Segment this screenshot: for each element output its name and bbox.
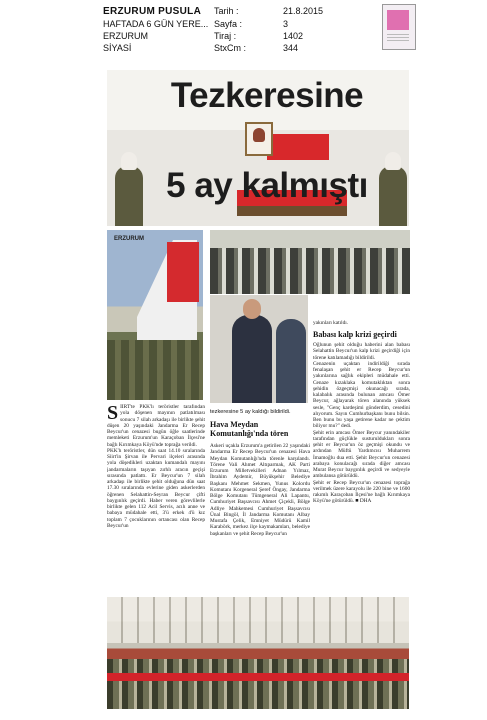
col2-subheading: Hava Meydan Komutanlığı'nda tören xyxy=(210,420,289,438)
area-value: 344 xyxy=(283,43,299,53)
headline-line-2: 5 ay kalmıştı xyxy=(166,166,368,205)
publication-frequency: HAFTADA 6 GÜN YERE... xyxy=(103,19,209,29)
photo-tag: ERZURUM xyxy=(114,236,144,242)
publication-name: ERZURUM PUSULA xyxy=(103,6,202,17)
area-label: StxCm : xyxy=(214,43,247,53)
col3-paragraph-3: Şehit erin amcası Ömer Beycur yanındakiler tarafından güçlükle susturuldukları sonra şehit er Beycur'un öz geçmişi okundu ve ardından Müftü Yardımcısı Muharrem İmamoğlu dua etti. Şehit Beycur'un cenazesi arabaya konulacağı sırada diğer amcası Murat Beycur baygınlık geçirdi ve sedyeyle ambulansa götürüldü. xyxy=(313,429,410,480)
mourners-photo xyxy=(210,295,308,403)
col1-paragraph-1: İİRT'te PKK'lı teröristler tarafından yola döşenen mayının patlatılması sonucu 7 silah arkadaşı ile birlikte şehit düşen 20 yaşındaki Jandarma Er Recep Beycur'un cenazesi bugün öğle saatlerinde memleketi Erzurum'un Karaçoban İlçesi'ne bağlı Kırımkaya Köyü'nde toprağa verildi. xyxy=(107,404,205,448)
date-label: Tarih : xyxy=(214,6,239,16)
page-label: Sayfa : xyxy=(214,19,243,29)
publication-city: ERZURUM xyxy=(103,31,148,41)
col1-paragraph-2: PKK'lı teröristler, dün saat 14.10 sıralarında Siirt'in Şirvan ile Pervari ilçeleri arasında yola döşedikleri uzaktan kumandalı mayını jandarmaların taşıyan zırhlı aracın geçişi sırasında patlattı. Er Beycur'un 7 silah arkadaşı ile birlikte şehit olduğuna dün saat 17.30 sıralarında evlerine giden askerlerden öğrenen Selahattin-Seyran Beycur çifti baygınlık geçirdi. Haber veren görevlilerle birlikte gelen 112 Acil Servis, acılı anne ve babaya müdahale etti, 3'ü erkek 4'ü kız toplam 7 çocuklarının ortancası olan Recep Beycur'un xyxy=(107,447,205,529)
honor-guard-left xyxy=(115,166,143,226)
aircraft-ceremony-photo xyxy=(107,230,203,400)
page-thumbnail xyxy=(382,4,416,50)
circulation-value: 1402 xyxy=(283,31,304,41)
publication-section: SİYASİ xyxy=(103,43,132,53)
headline-line-1: Tezkeresine xyxy=(170,76,364,115)
col3-paragraph-1: Oğlunun şehit olduğu haberini alan babası Selahattin Beycur'un kalp krizi geçirdiği için törene katılamadığı bildirildi. xyxy=(313,342,410,361)
col3-paragraph-2: Cenazenin uçaktan indirildiği sırada fenalaşan şehit er Recep Beycur'un yakınlarına sağlık ekipleri müdahale etti. Cenaze kızaklaka komutaklıktan sonra şehidin özgeçmişi okunacağı sırada, kalabalık arasında bulunan amcası Ömer Beycur, ağlayarak tören alanında yüksek sesle, "Genç kardeşimi gönderdim, cesedini alıyorum. Sayın Cumhurbaşkanı bunu bilsin. Ben bunu bu yaşa getirene kadar ne çektim biliyor mu?" dedi. xyxy=(313,360,410,430)
officials-line-photo xyxy=(210,230,410,294)
article-column-2: Askeri uçakla Erzurum'a getirilen 22 yaşındaki Jandarma Er Recep Beycur'un cenazesi Hava Meydan Komutanlığı'nda törenle karşılandı. Törene Vali Ahmet Altıparmak, AK Parti Erzurum Milletvekilleri Adnan Yılmaz, İbrahim Aydemir, Büyükşehir Belediye Başkanı Mehmet Sekmen, Yunus Kolordu Komutanı Korgeneral Şeref Öngay, Jandarma Bölge Komutanı Tümgeneral Ali Lapantu, Cumhuriyet Başsavcısı Ahmet Çiçekli, Bölge Adliye Mahkemesi Cumhuriyet Başsavcısı Ünal Bingöl, İl Jandarma Komutanı Albay Mustafa Çelik, Emniyet Müdürü Kamil Karabörk, merkez ilçe kaymakamları, belediye başkanları ve şehit Recep Beycur'un xyxy=(210,443,310,537)
date-value: 21.8.2015 xyxy=(283,6,324,16)
circulation-label: Tiraj : xyxy=(214,31,237,41)
photo-caption: tezkeresine 5 ay kaldığı bildirildi. xyxy=(210,409,291,415)
col3-intro: yakınları katıldı. xyxy=(313,320,349,326)
portrait-frame xyxy=(245,122,273,156)
page-value: 3 xyxy=(283,19,289,29)
headline-photo xyxy=(107,70,409,226)
dropcap: S xyxy=(107,404,119,424)
col3-subheading: Babası kalp krizi geçirdi xyxy=(313,330,397,339)
article-column-3 xyxy=(313,342,410,594)
article-column-1 xyxy=(107,404,205,594)
col3-paragraph-4: Şehit er Recep Beycur'un cenazesi toprağa verilmek üzere karayolu ile 220 bine ve 1600 rakımlı Karaçoban İlçesi'ne bağlı Kırımkaya Köyü'ne götürüldü. ■ DHA xyxy=(313,479,410,505)
funeral-procession-photo xyxy=(107,597,409,709)
